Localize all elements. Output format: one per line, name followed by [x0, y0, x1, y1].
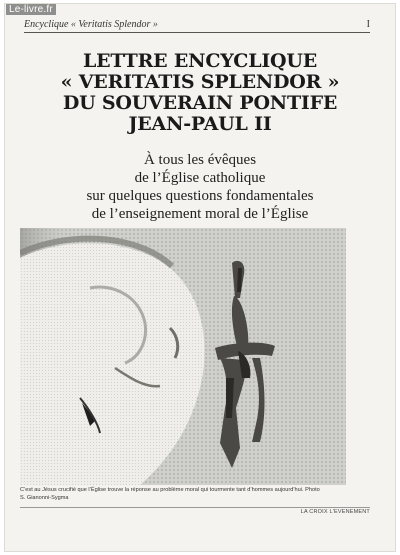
- subtitle-line: de l’enseignement moral de l’Église: [91, 206, 309, 222]
- subtitle-line: À tous les évêques: [143, 152, 257, 168]
- credit-rule: [20, 507, 370, 508]
- running-head-label: Encyclique « Veritatis Splendor »: [24, 19, 158, 30]
- subtitle-line: de l’Église catholique: [134, 170, 266, 186]
- pope-crucifix-photo: [20, 228, 346, 485]
- document-title: [24, 51, 376, 135]
- subtitle-line: sur quelques questions fondamentales: [86, 188, 314, 204]
- title-line: LETTRE ENCYCLIQUE: [82, 50, 318, 72]
- photo-illustration: [20, 228, 346, 485]
- watermark-logo: Le-livre.fr: [6, 4, 56, 15]
- title-line: JEAN-PAUL II: [128, 113, 272, 135]
- photo-caption: [20, 486, 346, 502]
- title-line: DU SOUVERAIN PONTIFE: [62, 92, 338, 114]
- caption-line: S. Gianonni-Sygma: [20, 495, 69, 501]
- caption-line: C’est au Jésus crucifié que l’Église trouve la réponse au problème moral qui tourmente tant d’hommes aujourd’hui. Photo: [20, 487, 320, 493]
- publisher-credit: LA CROIX L'EVENEMENT: [300, 509, 370, 515]
- running-head: [24, 17, 370, 33]
- title-line: « VERITATIS SPLENDOR »: [60, 71, 340, 93]
- page-number: I: [366, 19, 370, 30]
- document-subtitle: [34, 151, 366, 223]
